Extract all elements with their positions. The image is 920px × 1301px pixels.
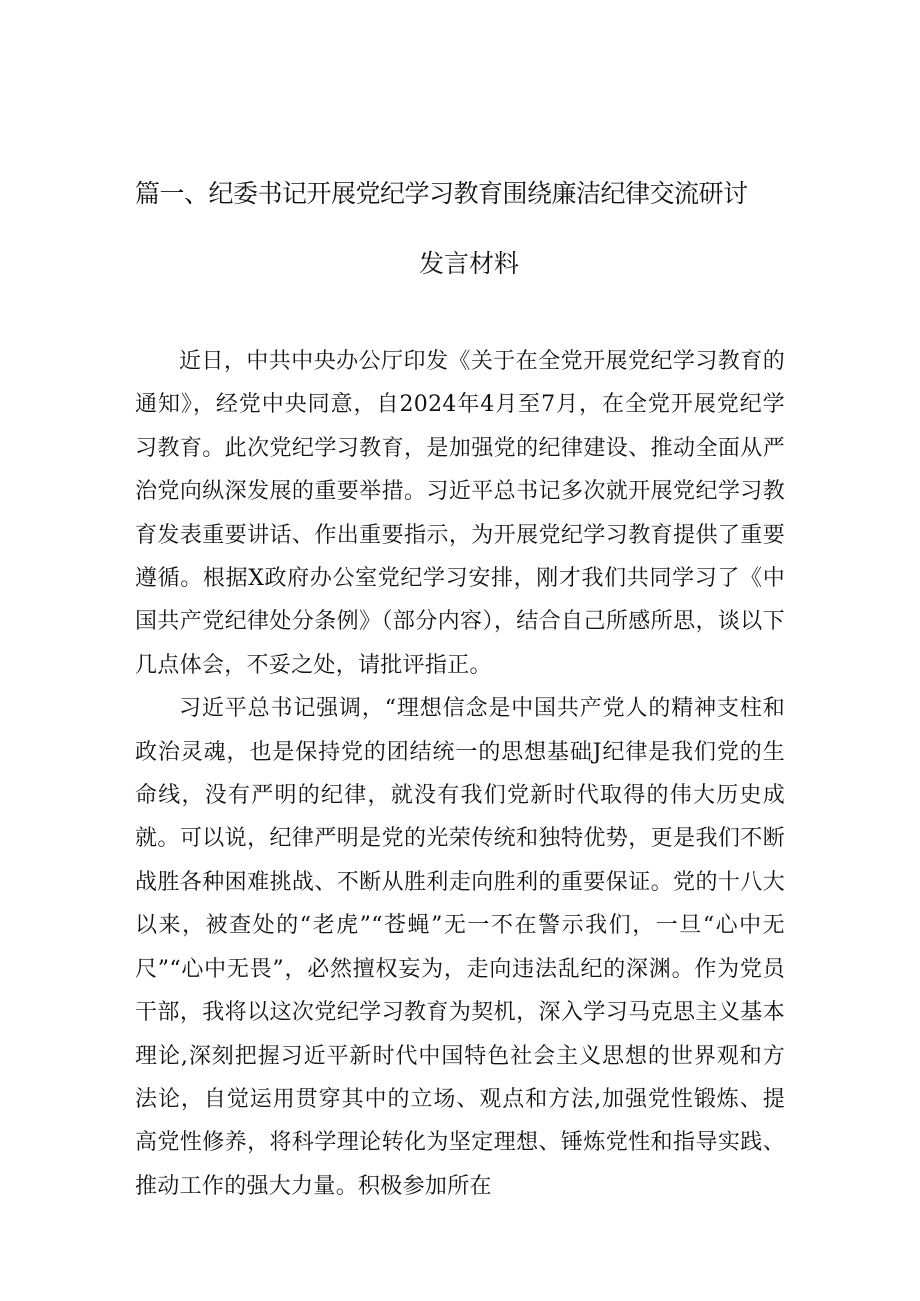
- paragraph-2: 习近平总书记强调，“理想信念是中国共产党人的精神支柱和政治灵魂，也是保持党的团结统一的思想基础J纪律是我们党的生命线，没有严明的纪律，就没有我们党新时代取得的伟大历史成就。可以说，纪律严明是党的光荣传统和独特优势，更是我们不断战胜各种困难挑战、不断从胜利走向胜利的重要保证。党的十八大以来，被查处的“老虎”“苍蝇”无一不在警示我们，一旦“心中无尺”“心中无畏”，必然擅权妄为，走向违法乱纪的深渊。作为党员干部，我将以这次党纪学习教育为契机，深入学习马克思主义基本理论,深刻把握习近平新时代中国特色社会主义思想的世界观和方法论，自觉运用贯穿其中的立场、观点和方法,加强党性锻炼、提高党性修养，将科学理论转化为坚定理想、锤炼党性和指导实践、推动工作的强大力量。积极参加所在: [135, 696, 785, 1199]
- document-title-line-1: 篇一、纪委书记开展党纪学习教育围绕廉洁纪律交流研讨: [135, 179, 748, 208]
- paragraph-1: 近日，中共中央办公厅印发《关于在全党开展党纪学习教育的通知》，经党中央同意，自2024年4月至7月，在全党开展党纪学习教育。此次党纪学习教育，是加强党的纪律建设、推动全面从严治党向纵深发展的重要举措。习近平总书记多次就开展党纪学习教育发表重要讲话、作出重要指示，为开展党纪学习教育提供了重要遵循。根据X政府办公室党纪学习安排，刚才我们共同学习了《中国共产党纪律处分条例》（部分内容），结合自己所感所思，谈以下几点体会，不妥之处，请批评指正。: [135, 349, 785, 678]
- document-body: [135, 340, 785, 1208]
- document-title-line-2: 发言材料: [418, 249, 519, 278]
